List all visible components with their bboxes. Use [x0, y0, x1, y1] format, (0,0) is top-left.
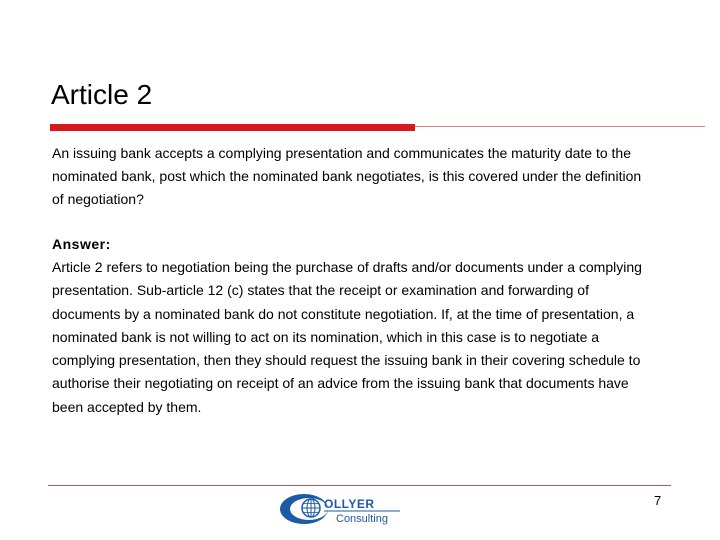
globe-icon [302, 499, 320, 517]
collyer-consulting-logo [278, 490, 428, 528]
slide-title: Article 2 [51, 79, 153, 110]
logo-text-top: OLLYER [324, 497, 375, 511]
footer-divider [48, 485, 671, 486]
logo-text-bottom: Consulting [336, 513, 388, 525]
question-text: An issuing bank accepts a complying presentation and communicates the maturity date to the nominated bank, post which the nominated bank negotiates, is this covered under the definition of negotiation? [52, 145, 642, 207]
page-number: 7 [654, 493, 662, 508]
answer-text: Article 2 refers to negotiation being the purchase of drafts and/or documents under a complying presentation. Sub-article 12 (c) states that the receipt or examination and forwarding of documents by a nominated bank do not constitute negotiation. If, at the time of presentation, a nominated bank is not willing to act on its nomination, which in this case is to negotiate a complying presentation, then they should request the issuing bank in their covering schedule to authorise their negotiating on receipt of an advice from the issuing bank that documents have been accepted by them. [52, 259, 642, 415]
title-underline-red [50, 124, 415, 131]
answer-label: Answer: [52, 236, 111, 252]
title-underline-thin [415, 126, 705, 127]
